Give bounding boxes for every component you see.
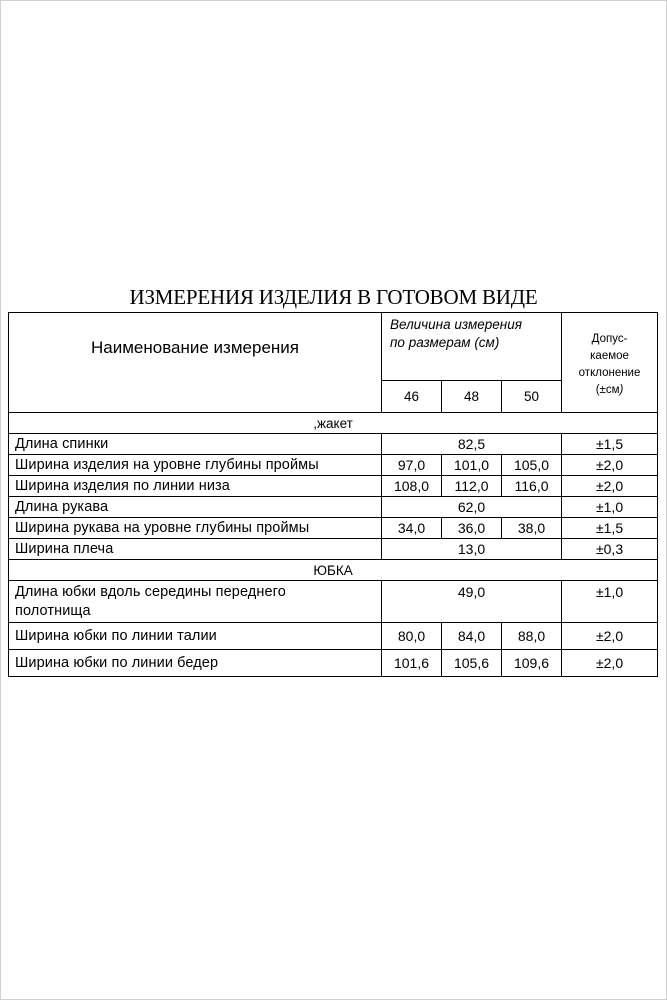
row-value-48: 84,0 [442,623,502,650]
row-name: Ширина юбки по линии бедер [9,650,382,677]
row-tolerance: ±1,5 [562,518,658,539]
table-row [9,497,658,518]
row-value-46: 108,0 [382,476,442,497]
row-value-50: 116,0 [502,476,562,497]
header-tolerance-col [562,313,658,413]
table-row [9,518,658,539]
row-value-all-sizes: 49,0 [382,581,562,623]
row-tolerance: ±2,0 [562,623,658,650]
size-header-48: 48 [442,381,502,413]
row-name: Ширина изделия на уровне глубины проймы [9,455,382,476]
size-header-50: 50 [502,381,562,413]
table-row [9,581,658,623]
table-row [9,434,658,455]
row-name: Длина рукава [9,497,382,518]
row-value-50: 109,6 [502,650,562,677]
table-row [9,650,658,677]
row-tolerance: ±1,0 [562,497,658,518]
header-tol-line2: каемое [590,349,629,362]
row-tolerance: ±2,0 [562,650,658,677]
header-value-line2: по размерам (см) [390,335,500,350]
size-header-46: 46 [382,381,442,413]
row-name-line1: Длина юбки вдоль середины переднего [15,583,286,600]
table-row [9,623,658,650]
header-tol-line4-a: (±см [595,383,620,396]
row-value-50: 38,0 [502,518,562,539]
row-value-48: 101,0 [442,455,502,476]
measurements-table [8,312,658,677]
row-value-48: 36,0 [442,518,502,539]
table-row [9,455,658,476]
row-name: Длина спинки [9,434,382,455]
row-name-line2: полотнища [15,602,91,619]
row-value-46: 101,6 [382,650,442,677]
page-title: ИЗМЕРЕНИЯ ИЗДЕЛИЯ В ГОТОВОМ ВИДЕ [129,285,538,309]
row-name [9,581,382,623]
row-value-50: 88,0 [502,623,562,650]
row-name: Ширина изделия по линии низа [9,476,382,497]
row-tolerance: ±1,5 [562,434,658,455]
row-name: Ширина юбки по линии талии [9,623,382,650]
row-value-48: 112,0 [442,476,502,497]
row-name: Ширина плеча [9,539,382,560]
header-tol-line1: Допус- [591,332,628,345]
header-tol-line3: отклонение [578,366,641,379]
row-name: Ширина рукава на уровне глубины проймы [9,518,382,539]
header-tol-line4-b: ) [619,383,624,396]
section-label-skirt: ЮБКА [9,560,658,581]
row-value-all-sizes: 62,0 [382,497,562,518]
row-tolerance: ±2,0 [562,455,658,476]
row-tolerance: ±1,0 [562,581,658,623]
section-label-jacket: ,жакет [9,413,658,434]
header-name-col: Наименование измерения [9,313,382,413]
header-value-line1: Величина измерения [390,317,522,332]
row-value-all-sizes: 82,5 [382,434,562,455]
table-row [9,476,658,497]
row-tolerance: ±0,3 [562,539,658,560]
row-value-46: 97,0 [382,455,442,476]
row-value-50: 105,0 [502,455,562,476]
row-value-46: 80,0 [382,623,442,650]
row-tolerance: ±2,0 [562,476,658,497]
row-value-46: 34,0 [382,518,442,539]
row-value-all-sizes: 13,0 [382,539,562,560]
table-row [9,539,658,560]
header-value-col [382,313,562,381]
row-value-48: 105,6 [442,650,502,677]
